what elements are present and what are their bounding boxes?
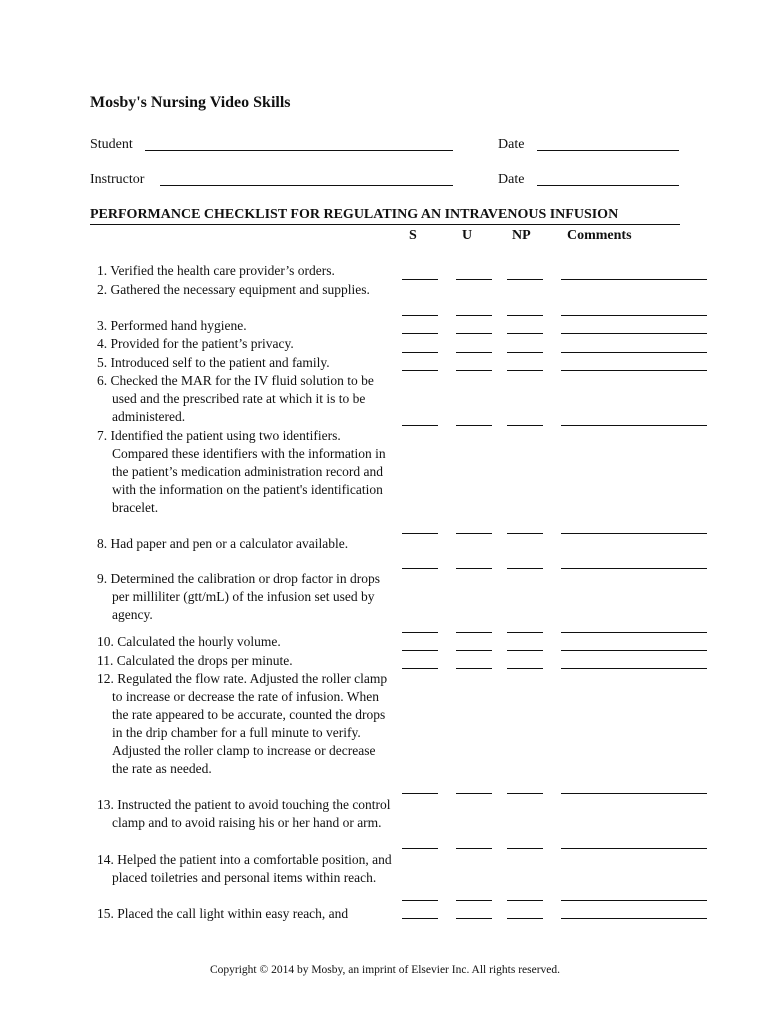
- checklist-item: 13. Instructed the patient to avoid touching the control clamp and to avoid raising his or her hand or arm.: [97, 797, 391, 830]
- s-blank[interactable]: [402, 632, 438, 633]
- u-blank[interactable]: [456, 848, 492, 849]
- u-blank[interactable]: [456, 352, 492, 353]
- np-blank[interactable]: [507, 918, 543, 919]
- u-blank[interactable]: [456, 568, 492, 569]
- np-blank[interactable]: [507, 279, 543, 280]
- s-blank[interactable]: [402, 568, 438, 569]
- u-blank[interactable]: [456, 315, 492, 316]
- comments-blank[interactable]: [561, 352, 707, 353]
- checklist-item: 10. Calculated the hourly volume.: [97, 634, 281, 649]
- u-blank[interactable]: [456, 918, 492, 919]
- checklist-item: 5. Introduced self to the patient and family.: [97, 355, 330, 370]
- np-blank[interactable]: [507, 900, 543, 901]
- column-header-np: NP: [512, 228, 531, 243]
- comments-blank[interactable]: [561, 333, 707, 334]
- comments-blank[interactable]: [561, 632, 707, 633]
- date-field[interactable]: [537, 185, 679, 186]
- checklist-item: 3. Performed hand hygiene.: [97, 318, 247, 333]
- np-blank[interactable]: [507, 425, 543, 426]
- u-blank[interactable]: [456, 333, 492, 334]
- comments-blank[interactable]: [561, 315, 707, 316]
- np-blank[interactable]: [507, 333, 543, 334]
- np-blank[interactable]: [507, 370, 543, 371]
- s-blank[interactable]: [402, 370, 438, 371]
- column-header-s: S: [409, 228, 417, 243]
- np-blank[interactable]: [507, 632, 543, 633]
- date-label: Date: [498, 137, 525, 152]
- u-blank[interactable]: [456, 533, 492, 534]
- student-label: Student: [90, 137, 133, 152]
- checklist-item: 6. Checked the MAR for the IV fluid solution to be used and the prescribed rate at which it is to be administered.: [97, 373, 374, 424]
- checklist-item: 12. Regulated the flow rate. Adjusted the roller clamp to increase or decrease the rate of infusion. When the rate appeared to be accurate, counted the drops in the drip chamber for a full minute to verify. Adjusted the roller clamp to increase or decrease the rate as needed.: [97, 671, 388, 776]
- s-blank[interactable]: [402, 793, 438, 794]
- comments-blank[interactable]: [561, 793, 707, 794]
- checklist-item: 2. Gathered the necessary equipment and supplies.: [97, 282, 370, 297]
- s-blank[interactable]: [402, 279, 438, 280]
- u-blank[interactable]: [456, 668, 492, 669]
- comments-blank[interactable]: [561, 900, 707, 901]
- column-header-u: U: [462, 228, 473, 243]
- s-blank[interactable]: [402, 668, 438, 669]
- u-blank[interactable]: [456, 279, 492, 280]
- u-blank[interactable]: [456, 632, 492, 633]
- checklist-item: 4. Provided for the patient’s privacy.: [97, 336, 294, 351]
- date-field[interactable]: [537, 150, 679, 151]
- u-blank[interactable]: [456, 650, 492, 651]
- checklist-item: 7. Identified the patient using two identifiers. Compared these identifiers with the information in the patient’s medication administration record and with the information on the patient's identification bracelet.: [97, 428, 386, 515]
- np-blank[interactable]: [507, 668, 543, 669]
- checklist-item: 1. Verified the health care provider’s orders.: [97, 263, 335, 278]
- date-label: Date: [498, 172, 525, 187]
- instructor-label: Instructor: [90, 172, 145, 187]
- student-field[interactable]: [145, 150, 453, 151]
- np-blank[interactable]: [507, 352, 543, 353]
- checklist-title: PERFORMANCE CHECKLIST FOR REGULATING AN INTRAVENOUS INFUSION: [90, 207, 680, 225]
- u-blank[interactable]: [456, 425, 492, 426]
- checklist-item: 15. Placed the call light within easy reach, and: [97, 906, 349, 921]
- instructor-field[interactable]: [160, 185, 453, 186]
- page-title: Mosby's Nursing Video Skills: [90, 94, 291, 111]
- u-blank[interactable]: [456, 900, 492, 901]
- comments-blank[interactable]: [561, 279, 707, 280]
- np-blank[interactable]: [507, 568, 543, 569]
- copyright: Copyright © 2014 by Mosby, an imprint of Elsevier Inc. All rights reserved.: [209, 964, 561, 976]
- np-blank[interactable]: [507, 650, 543, 651]
- comments-blank[interactable]: [561, 650, 707, 651]
- checklist-item: 11. Calculated the drops per minute.: [97, 653, 293, 668]
- s-blank[interactable]: [402, 533, 438, 534]
- s-blank[interactable]: [402, 352, 438, 353]
- s-blank[interactable]: [402, 315, 438, 316]
- checklist-item: 14. Helped the patient into a comfortable position, and placed toiletries and personal items within reach.: [97, 852, 392, 885]
- np-blank[interactable]: [507, 315, 543, 316]
- comments-blank[interactable]: [561, 918, 707, 919]
- s-blank[interactable]: [402, 848, 438, 849]
- np-blank[interactable]: [507, 848, 543, 849]
- comments-blank[interactable]: [561, 370, 707, 371]
- s-blank[interactable]: [402, 333, 438, 334]
- u-blank[interactable]: [456, 793, 492, 794]
- s-blank[interactable]: [402, 918, 438, 919]
- comments-blank[interactable]: [561, 568, 707, 569]
- u-blank[interactable]: [456, 370, 492, 371]
- checklist-item: 9. Determined the calibration or drop factor in drops per milliliter (gtt/mL) of the infusion set used by agency.: [97, 571, 381, 622]
- s-blank[interactable]: [402, 900, 438, 901]
- s-blank[interactable]: [402, 425, 438, 426]
- comments-blank[interactable]: [561, 668, 707, 669]
- column-header-comments: Comments: [567, 228, 632, 243]
- s-blank[interactable]: [402, 650, 438, 651]
- np-blank[interactable]: [507, 533, 543, 534]
- checklist-item: 8. Had paper and pen or a calculator available.: [97, 536, 349, 551]
- comments-blank[interactable]: [561, 848, 707, 849]
- comments-blank[interactable]: [561, 425, 707, 426]
- np-blank[interactable]: [507, 793, 543, 794]
- comments-blank[interactable]: [561, 533, 707, 534]
